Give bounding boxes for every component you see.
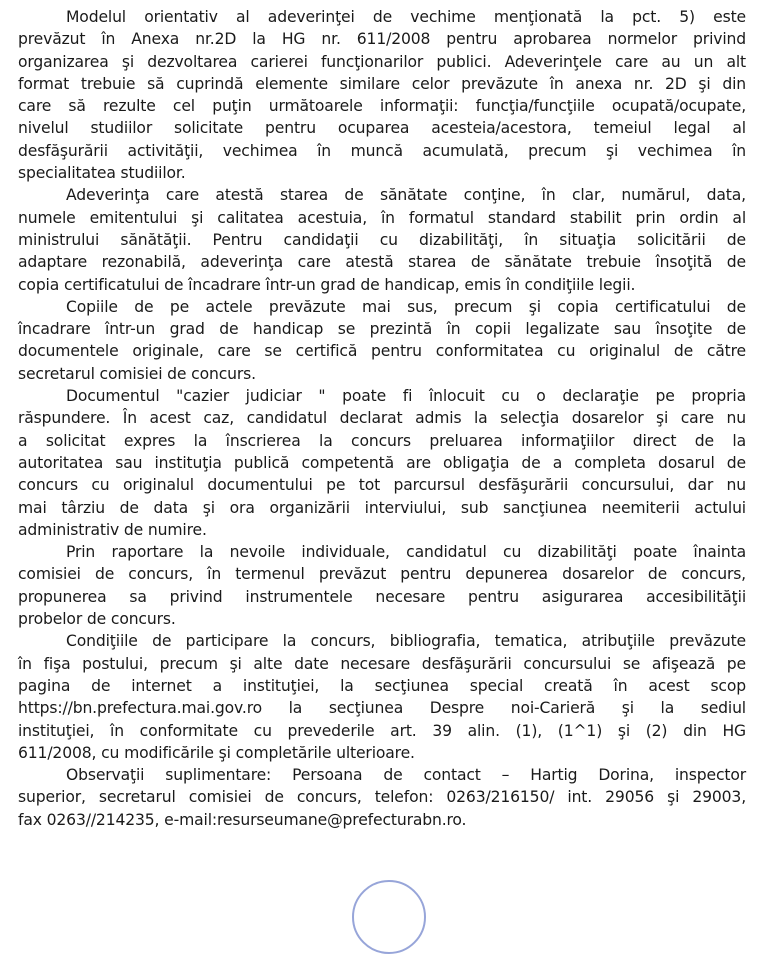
text-line: secretarul comisiei de concurs. [18,364,256,383]
text-line: Prin raportare la nevoile individuale, candidatul cu dizabilităţi poate înainta [66,543,746,562]
text-line: prevăzut în Anexa nr.2D la HG nr. 611/2008 pentru aprobarea normelor privind [18,30,746,49]
text-line: Adeverinţa care atestă starea de sănătate conţine, în clar, numărul, data, [66,186,746,205]
text-line: organizarea şi dezvoltarea carierei funcţionarilor publici. Adeverinţele care au un alt [18,52,746,71]
text-line: în fişa postului, precum şi alte date necesare desfăşurării concursului se afişează pe [18,654,746,673]
text-line: administrativ de numire. [18,520,207,539]
text-line: documentele originale, care se certifică pentru conformitatea cu originalul de către [18,342,746,361]
official-stamp [352,880,426,954]
text-line: instituţiei, în conformitate cu prevederile art. 39 alin. (1), (1^1) şi (2) din HG [18,721,746,740]
text-line: a solicitat expres la înscrierea la concurs preluarea informaţiilor direct de la [18,431,746,450]
paragraph [18,184,746,295]
paragraph [18,630,746,764]
text-line: fax 0263//214235, e-mail:resurseumane@prefecturabn.ro. [18,810,467,829]
paragraph [18,6,746,184]
document-body [18,6,746,831]
text-line: copia certificatului de încadrare într-un grad de handicap, emis în condiţiile legii. [18,275,636,294]
text-line: format trebuie să cuprindă elemente similare celor prevăzute în anexa nr. 2D şi din [18,74,746,93]
paragraph [18,764,746,831]
text-line: răspundere. În acest caz, candidatul declarat admis la selecţia dosarelor şi care nu [18,409,746,428]
text-line: Modelul orientativ al adeverinţei de vechime menţionată la pct. 5) este [66,8,746,26]
text-line: https://bn.prefectura.mai.gov.ro la secţiunea Despre noi-Carieră şi la sediul [18,699,746,718]
text-line: 611/2008, cu modificările şi completările ulterioare. [18,743,415,762]
text-line: Condiţiile de participare la concurs, bibliografia, tematica, atribuţiile prevăzute [66,632,746,651]
text-line: nivelul studiilor solicitate pentru ocuparea acesteia/acestora, temeiul legal al [18,119,746,138]
text-line: numele emitentului şi calitatea acestuia, în formatul standard stabilit prin ordin al [18,208,746,227]
text-line: Observaţii suplimentare: Persoana de contact – Hartig Dorina, inspector [66,766,746,785]
paragraph [18,296,746,385]
text-line: specialitatea studiilor. [18,164,186,183]
text-line: superior, secretarul comisiei de concurs, telefon: 0263/216150/ int. 29056 şi 29003, [18,788,746,807]
text-line: probelor de concurs. [18,610,176,629]
text-line: mai târziu de data şi ora organizării interviului, sub sancţiunea neemiterii actului [18,498,746,517]
text-line: încadrare într-un grad de handicap se prezintă în copii legalizate sau însoţite de [18,320,746,339]
text-line: comisiei de concurs, în termenul prevăzut pentru depunerea dosarelor de concurs, [18,565,746,584]
text-line: autoritatea sau instituţia publică competentă are obligaţia de a completa dosarul de [18,453,746,472]
text-line: Documentul "cazier judiciar " poate fi înlocuit cu o declaraţie pe propria [66,387,746,406]
text-line: desfăşurării activităţii, vechimea în muncă acumulată, precum şi vechimea în [18,141,746,160]
text-line: adaptare rezonabilă, adeverinţa care atestă starea de sănătate trebuie însoţită de [18,253,746,272]
text-line: ministrului sănătăţii. Pentru candidaţii cu dizabilităţi, în situaţia solicitării de [18,230,746,249]
paragraph [18,541,746,630]
paragraph [18,385,746,541]
text-line: concurs cu originalul documentului pe tot parcursul desfăşurării concursului, dar nu [18,476,746,495]
text-line: propunerea sa privind instrumentele necesare pentru asigurarea accesibilităţii [18,587,746,606]
text-line: Copiile de pe actele prevăzute mai sus, precum şi copia certificatului de [66,297,746,316]
text-line: pagina de internet a instituţiei, la secţiunea special creată în acest scop [18,676,746,695]
text-line: care să rezulte cel puţin următoarele informaţii: funcţia/funcţiile ocupată/ocupate, [18,97,746,116]
